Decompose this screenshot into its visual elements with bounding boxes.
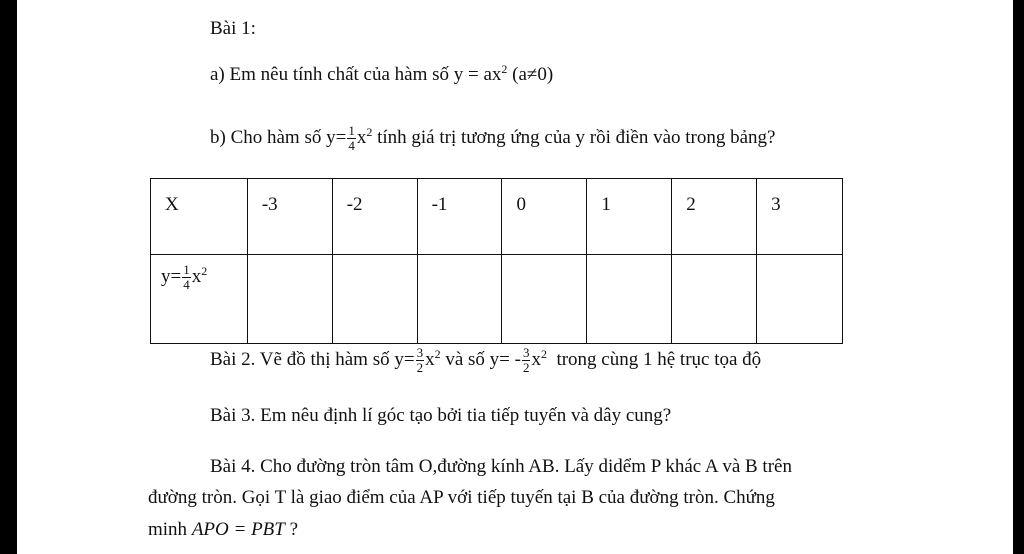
table-cell-x: 1 — [587, 179, 672, 255]
fraction-denominator: 4 — [348, 138, 355, 153]
table-cell-x: 3 — [757, 179, 843, 255]
table-cell-y-empty — [332, 255, 417, 344]
table-cell-x: -2 — [332, 179, 417, 255]
bai2-variable-1: x — [425, 348, 435, 370]
bai2-text — [210, 346, 761, 375]
bai4-line3-suffix: ? — [284, 519, 299, 540]
table-cell-x: -1 — [417, 179, 502, 255]
fraction-numerator: 1 — [183, 262, 190, 277]
value-table — [150, 178, 843, 344]
table-cell-y-empty — [417, 255, 502, 344]
fraction-denominator: 2 — [416, 360, 424, 375]
bai4-line-3 — [148, 519, 298, 541]
fraction-numerator: 1 — [348, 123, 355, 138]
fraction-denominator: 2 — [522, 360, 530, 375]
bai2-fraction-1 — [416, 346, 425, 375]
row2-variable: x — [191, 265, 202, 287]
bai2-prefix: Bài 2. Vẽ đồ thị hàm số y= — [210, 348, 415, 370]
bai1-part-b — [210, 124, 776, 153]
bai1-part-a — [210, 64, 553, 86]
bai1-b-prefix: b) Cho hàm số y= — [210, 126, 347, 148]
bai1-b-fraction — [347, 124, 356, 153]
table-header-y — [151, 255, 248, 344]
document-page — [17, 0, 1013, 554]
table-row-x — [151, 179, 843, 255]
bai2-exponent-2: 2 — [540, 346, 547, 361]
bai1-title: Bài 1: — [210, 18, 256, 39]
table-cell-x: 0 — [502, 179, 587, 255]
bai2-fraction-2 — [522, 346, 531, 375]
bai4-line-1: Bài 4. Cho đường tròn tâm O,đường kính AB. Lấy didểm P khác A và B trên — [210, 456, 792, 477]
bai2-middle: và số y= - — [440, 348, 521, 370]
table-cell-y-empty — [502, 255, 587, 344]
table-header-x: X — [151, 179, 248, 255]
bai2-suffix: trong cùng 1 hệ trục tọa độ — [546, 348, 762, 370]
bai1-a-condition: (a≠0) — [507, 64, 554, 85]
bai2-variable-2: x — [531, 348, 541, 370]
bai1-b-suffix: tính giá trị tương ứng của y rồi điền vào trong bảng? — [372, 126, 776, 148]
fraction-denominator: 4 — [183, 277, 190, 292]
row2-fraction — [182, 263, 191, 292]
table-row-y — [151, 255, 843, 344]
table-cell-x: -3 — [247, 179, 332, 255]
table-cell-y-empty — [672, 255, 757, 344]
bai4-line3-math: APO = PBT — [191, 519, 285, 540]
bai3-text: Bài 3. Em nêu định lí góc tạo bởi tia tiếp tuyến và dây cung? — [210, 405, 672, 426]
bai1-a-exponent: 2 — [501, 62, 508, 76]
table-cell-x: 2 — [672, 179, 757, 255]
bai1-a-text: a) Em nêu tính chất của hàm số y = ax — [210, 64, 502, 85]
fraction-numerator: 3 — [416, 345, 424, 360]
bai1-b-exponent: 2 — [366, 124, 373, 139]
bai4-line3-prefix: minh — [148, 519, 192, 540]
row2-exponent: 2 — [201, 263, 208, 278]
table-cell-y-empty — [757, 255, 843, 344]
bai1-b-variable: x — [356, 126, 367, 148]
fraction-numerator: 3 — [522, 345, 530, 360]
bai2-exponent-1: 2 — [434, 346, 441, 361]
row2-prefix: y= — [161, 265, 182, 287]
bai4-line-2: đường tròn. Gọi T là giao điểm của AP với tiếp tuyến tại B của đường tròn. Chứng — [148, 487, 775, 508]
table-cell-y-empty — [587, 255, 672, 344]
table-cell-y-empty — [247, 255, 332, 344]
